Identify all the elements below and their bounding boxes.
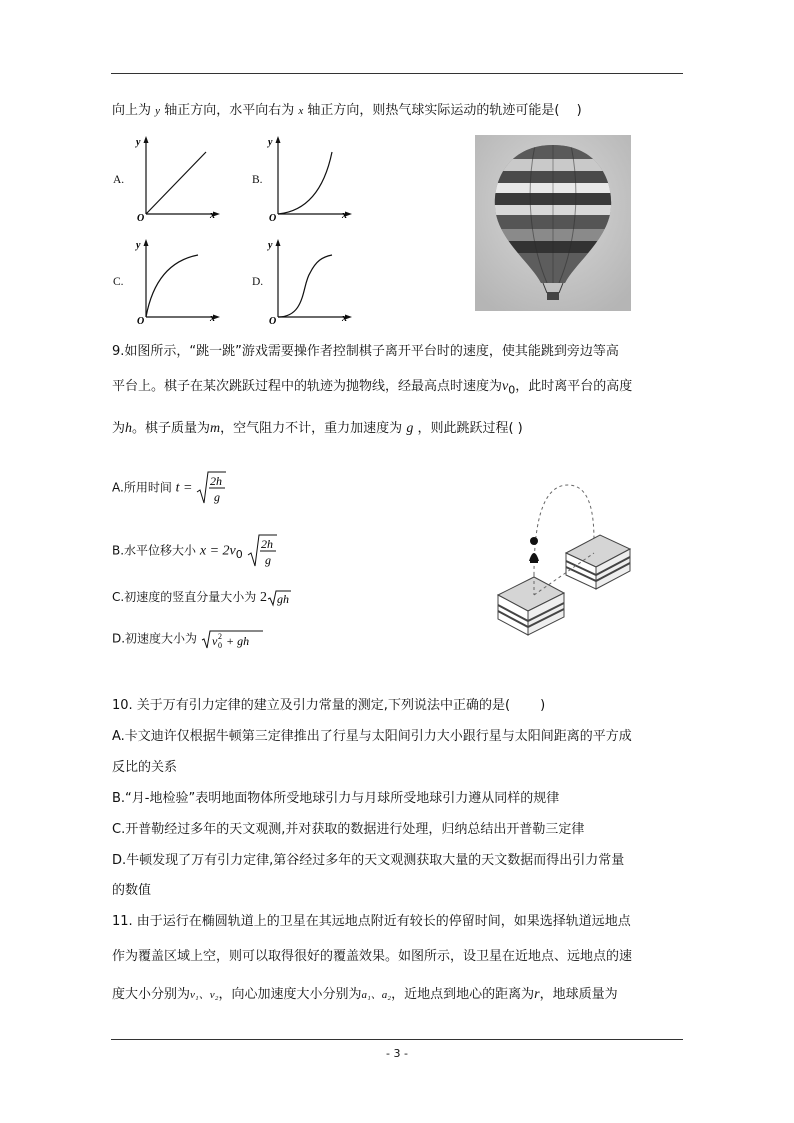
svg-text:x: x (342, 210, 347, 221)
chess-piece-icon (529, 537, 539, 563)
q8-option-b-label: B. (252, 174, 263, 186)
svg-text:x: x (342, 313, 347, 324)
q10-option-a-2: 反比的关系 (112, 760, 178, 775)
svg-text:2h: 2h (260, 537, 273, 551)
q11-line2: 作为覆盖区域上空，则可以取得很好的覆盖效果。如图所示，设卫星在近地点、远地点的速 (112, 949, 633, 964)
q10-option-b: B.“月-地检验”表明地面物体所受地球引力与月球所受地球引力遵从同样的规律 (112, 791, 560, 806)
svg-text:g: g (264, 553, 271, 567)
q9-line1: 9.如图所示，“跳一跳”游戏需要操作者控制棋子离开平台时的速度，使其能跳到旁边等高 (112, 344, 619, 359)
svg-text:x: x (210, 210, 215, 221)
svg-text:O: O (137, 316, 145, 325)
q9-option-b-radical (247, 533, 277, 569)
q8-option-d-label: D. (252, 276, 264, 288)
q8-graph-c-trajectory (146, 255, 198, 317)
svg-text:0: 0 (217, 641, 222, 650)
hot-air-balloon-photo (475, 135, 631, 311)
svg-text:2h: 2h (210, 474, 223, 488)
svg-text:g: g (214, 490, 221, 504)
q9-option-b: B.水平位移大小 $x = 2v_0$ 2h g (112, 533, 277, 569)
svg-text:x: x (210, 313, 215, 324)
q9-option-a: A.所用时间 t = 2h g (112, 470, 226, 506)
q10-option-a-1: A.卡文迪许仅根据牛顿第三定律推出了行星与太阳间引力大小跟行星与太阳间距离的平方成 (112, 729, 632, 744)
svg-text:O: O (269, 316, 277, 325)
svg-text:O: O (269, 213, 277, 222)
q10-option-d-1: D.牛顿发现了万有引力定律,第谷经过多年的天文观测获取大量的天文数据而得出引力常量 (112, 853, 625, 868)
footer-rule (111, 1039, 683, 1040)
q9-option-c-radical (267, 589, 291, 607)
left-platform (498, 577, 564, 635)
q9-option-d-radical (201, 628, 263, 650)
q10-stem: 10. 关于万有引力定律的建立及引力常量的测定,下列说法中正确的是( ) (112, 698, 546, 713)
q8-graph-b (262, 132, 352, 222)
q10-option-d-2: 的数值 (112, 883, 152, 898)
svg-text:y: y (268, 240, 273, 251)
q8-graph-a-trajectory (146, 152, 206, 214)
q8-stem: 向上为 y 轴正方向，水平向右为 x 轴正方向，则热气球实际运动的轨迹可能是( ) (112, 103, 582, 118)
q11-line3: 度大小分别为v₁、v₂，向心加速度大小分别为a₁、a₂，近地点到地心的距离为r，地球质量为 (112, 987, 618, 1002)
svg-text:y: y (136, 137, 141, 148)
q11-line1: 11. 由于运行在椭圆轨道上的卫星在其远地点附近有较长的停留时间，如果选择轨道远地点 (112, 914, 631, 929)
q8-option-a-label: A. (113, 174, 125, 186)
q8-graph-a (130, 132, 220, 222)
q9-line3: 为h。棋子质量为m，空气阻力不计，重力加速度为 g ，则此跳跃过程( ) (112, 421, 523, 436)
q10-option-c: C.开普勒经过多年的天文观测,并对获取的数据进行处理，归纳总结出开普勒三定律 (112, 822, 585, 837)
svg-text:v: v (211, 634, 218, 648)
q9-option-a-radical (196, 470, 226, 506)
q9-option-d: D.初速度大小为 v 0 2 + gh (112, 628, 263, 650)
svg-text:y: y (136, 240, 141, 251)
q8-graph-d (262, 235, 352, 325)
q9-option-c: C.初速度的竖直分量大小为 2 gh (112, 590, 290, 606)
svg-text:gh: gh (277, 591, 290, 606)
q8-graph-b-trajectory (278, 152, 332, 214)
svg-text:y: y (268, 137, 273, 148)
q8-graph-d-trajectory (278, 255, 332, 317)
svg-text:2: 2 (217, 632, 222, 641)
jump-game-illustration (490, 483, 640, 643)
right-platform (566, 535, 630, 589)
page-number: - 3 - (386, 1047, 408, 1060)
svg-text:O: O (137, 213, 145, 222)
q8-option-c-label: C. (113, 276, 124, 288)
q9-line2: 平台上。棋子在某次跳跃过程中的轨迹为抛物线，经最高点时速度为$v_0$，此时离平台的高度 (112, 379, 633, 397)
svg-text:+ gh: + gh (222, 634, 249, 648)
header-rule (111, 73, 683, 74)
q8-graph-c (130, 235, 220, 325)
